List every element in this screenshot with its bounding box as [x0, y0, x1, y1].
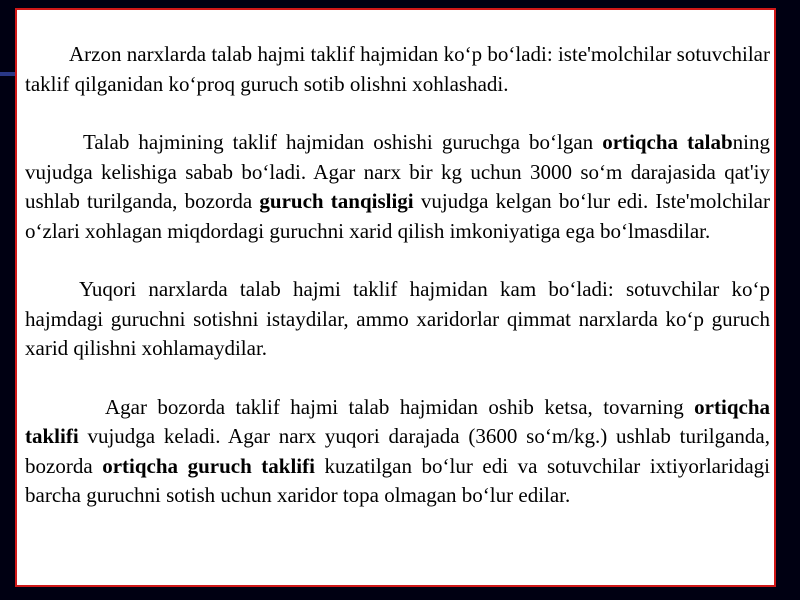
paragraph-2-text: ning vujudga kelishiga sabab bo‘ladi. Agar narx bir kg uchun 3000 so‘m darajasida qat'iy ushlab turilganda, bozorda: [25, 130, 770, 213]
decorative-accent-line: [0, 72, 16, 76]
paragraph-2-text: vujudga kelgan bo‘lur edi. Iste'molchilar o‘zlari xohlagan miqdordagi guruchni xarid qilish imkoniyatiga ega bo‘lmasdilar.: [25, 189, 770, 243]
paragraph-1-text: Arzon narxlarda talab hajmi taklif hajmidan ko‘p bo‘ladi: iste'molchilar sotuvchilar taklif qilganidan ko‘proq guruch sotib olishni xohlashadi.: [25, 42, 770, 96]
paragraph-2-text: Talab hajmining taklif hajmidan oshishi guruchga bo‘lgan: [83, 130, 603, 154]
paragraph-2: [25, 128, 770, 246]
text-frame: [15, 8, 776, 587]
paragraph-4-text: Agar bozorda taklif hajmi talab hajmidan oshib ketsa, tovarning: [105, 394, 695, 419]
paragraph-1: [25, 40, 770, 99]
paragraph-3-text: Yuqori narxlarda talab hajmi taklif hajmidan kam bo‘ladi: sotuvchilar ko‘p hajmdagi guruchni sotishni istaydilar, ammo xaridorlar qimmat narxlarda ko‘p guruch xarid qilishni xohlamaydilar.: [25, 277, 770, 360]
paragraph-4-text: vujudga keladi. Agar narx yuqori darajada (3600 so‘m/kg.) ushlab turilganda, bozorda: [25, 424, 770, 478]
term-ortiqcha-talab: ortiqcha talab: [602, 130, 733, 154]
paragraph-3: [25, 275, 770, 364]
term-ortiqcha-guruch-taklifi: ortiqcha guruch taklifi: [102, 453, 315, 478]
paragraph-4-text: kuzatilgan bo‘lur edi va sotuvchilar ixtiyorlaridagi barcha guruchni sotish uchun xaridor topa olmagan bo‘lur edilar.: [25, 453, 770, 507]
paragraph-4: [25, 393, 770, 511]
term-ortiqcha-taklifi: ortiqcha taklifi: [25, 394, 770, 448]
term-guruch-tanqisligi: guruch tanqisligi: [259, 189, 414, 213]
